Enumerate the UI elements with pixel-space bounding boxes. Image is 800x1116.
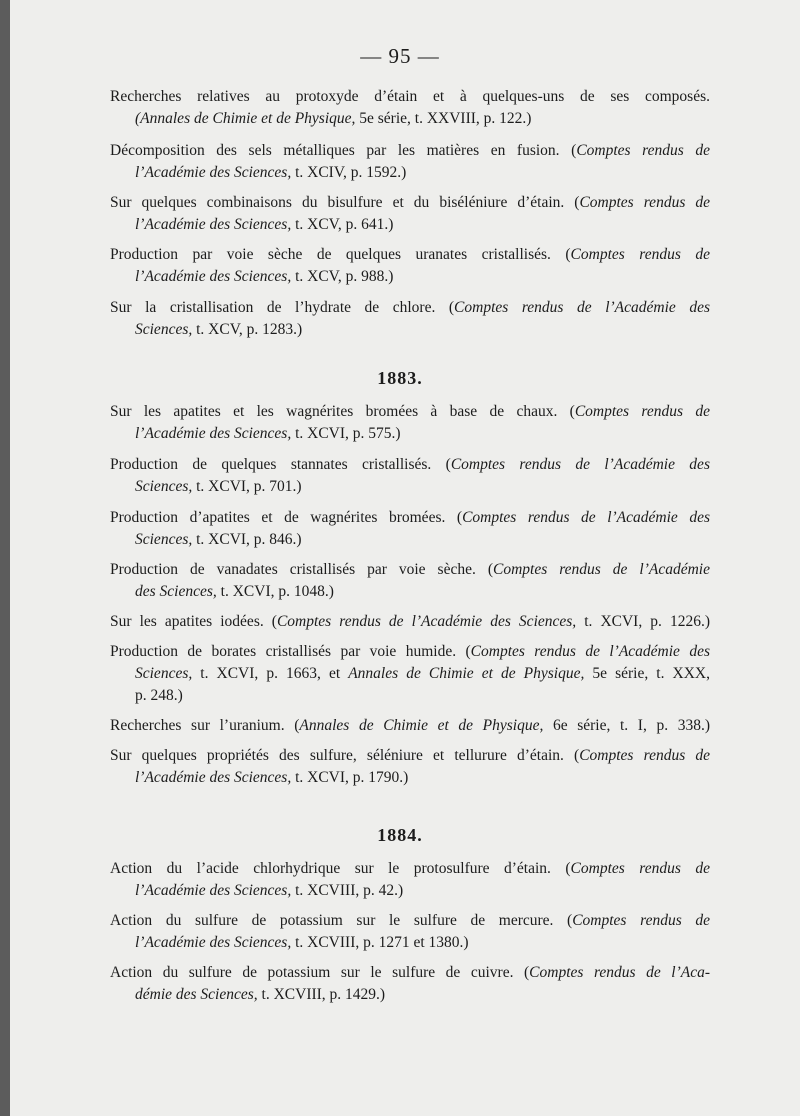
entry-title: Sur quelques combinaisons du bisulfure et du biséléniure d’étain. (: [110, 194, 580, 211]
citation: t. XCV, p. 641.): [291, 216, 394, 233]
bibliography-entry: [110, 244, 710, 288]
entry-line: [110, 140, 710, 162]
entry-title: Action du l’acide chlorhydrique sur le protosulfure d’étain. (: [110, 860, 571, 877]
journal-title: Comptes rendus de l’Académie des: [462, 509, 710, 526]
journal-title: Comptes rendus de: [574, 403, 710, 420]
citation: t. XCVI, p. 1663, et: [192, 665, 349, 682]
page-number: — 95 —: [360, 44, 440, 68]
journal-title: Comptes rendus de: [570, 860, 710, 877]
citation: t. XCVI, p. 701.): [192, 478, 302, 495]
entry-line: [110, 244, 710, 266]
entry-line: [110, 423, 710, 445]
journal-title: Comptes rendus de: [579, 747, 711, 764]
entry-line: [110, 559, 710, 581]
citation: 5e série, t. XXVIII, p. 122.): [355, 110, 532, 127]
entry-title: Sur les apatites iodées. (: [110, 613, 277, 630]
citation: t. XCVIII, p. 1271 et 1380.): [291, 934, 469, 951]
citation: t. XCVI, p. 575.): [291, 425, 401, 442]
entry-title: Production par voie sèche de quelques uranates cristallisés. (: [110, 246, 571, 263]
journal-title: Comptes rendus de: [579, 194, 710, 211]
bibliography-entry: [110, 715, 710, 737]
citation: t. XCVI, p. 846.): [192, 531, 302, 548]
citation: t. XCVI, p. 1048.): [216, 583, 334, 600]
journal-title: Comptes rendus de: [572, 912, 710, 929]
journal-title: Comptes rendus de l’Académie des: [470, 643, 710, 660]
bibliography-entry: [110, 192, 710, 236]
entry-line: [110, 858, 710, 880]
journal-title: Comptes rendus de: [570, 246, 710, 263]
entry-line: [110, 297, 710, 319]
entry-line: [110, 319, 710, 341]
bibliography-entry: [110, 611, 710, 633]
journal-title: Comptes rendus de l’Académie: [492, 561, 710, 578]
entry-line: [110, 454, 710, 476]
citation: t. XCVIII, p. 42.): [291, 882, 404, 899]
entry-line: [110, 476, 710, 498]
entry-line: [110, 108, 710, 130]
journal-title: Sciences,: [135, 321, 193, 338]
bibliography-entry: [110, 559, 710, 603]
journal-title: Sciences,: [135, 531, 193, 548]
entry-line: [110, 962, 710, 984]
journal-title: Comptes rendus de l’Aca-: [529, 964, 710, 981]
entry-line: [110, 192, 710, 214]
entry-line: [110, 932, 710, 954]
entry-title: Production de quelques stannates cristallisés. (: [110, 456, 451, 473]
citation: 5e série, t. XXX,: [584, 665, 710, 682]
journal-title: l’Académie des Sciences,: [135, 769, 292, 786]
bibliography-entry: [110, 401, 710, 445]
entry-line: Recherches relatives au protoxyde d’étain et à quelques-uns de ses composés.: [110, 88, 710, 105]
entry-line: [110, 910, 710, 932]
journal-title: Annales de Chimie et de Physique,: [299, 717, 544, 734]
entry-line: [110, 663, 710, 685]
journal-title: Comptes rendus de l’Académie des: [450, 456, 710, 473]
journal-title: l’Académie des Sciences,: [135, 934, 292, 951]
entry-title: Production de vanadates cristallisés par voie sèche. (: [110, 561, 493, 578]
journal-title: Comptes rendus de: [576, 142, 710, 159]
citation: t. XCVI, p. 1790.): [291, 769, 409, 786]
bibliography-entry: [110, 962, 710, 1006]
entry-line: [110, 641, 710, 663]
journal-title: Comptes rendus de l’Académie des: [454, 299, 710, 316]
entry-line: [110, 984, 710, 1006]
entry-line: [110, 715, 710, 737]
entry-title: Action du sulfure de potassium sur le sulfure de cuivre. (: [110, 964, 530, 981]
year-heading: 1883.: [377, 368, 423, 388]
journal-title: Sciences,: [135, 478, 193, 495]
journal-title: démie des Sciences,: [135, 986, 258, 1003]
citation: t. XCVI, p. 1226.): [576, 613, 710, 630]
entry-line: [110, 401, 710, 423]
entry-line: [110, 162, 710, 184]
entry-title: Recherches sur l’uranium. (: [110, 717, 300, 734]
bibliography-entry: [110, 140, 710, 184]
journal-title: Annales de Chimie et de Physique,: [348, 665, 585, 682]
journal-title: Sciences,: [135, 665, 193, 682]
bibliography-entry: [110, 641, 710, 707]
entry-line: [110, 745, 710, 767]
entry-line: [110, 507, 710, 529]
journal-title: l’Académie des Sciences,: [135, 425, 292, 442]
entry-title: Sur quelques propriétés des sulfure, séléniure et tellurure d’étain. (: [110, 747, 580, 764]
bibliography-entry: [110, 297, 710, 341]
bibliography-entry: [110, 910, 710, 954]
bibliography-entry: [110, 858, 710, 902]
bibliography-entry: [110, 454, 710, 498]
bibliography-entry: [110, 745, 710, 789]
bibliography-entry: [110, 507, 710, 551]
entry-line: [110, 767, 710, 789]
journal-title: l’Académie des Sciences,: [135, 268, 292, 285]
entry-line: [110, 214, 710, 236]
journal-title: l’Académie des Sciences,: [135, 164, 292, 181]
citation: t. XCV, p. 988.): [291, 268, 394, 285]
entry-title: Production de borates cristallisés par voie humide. (: [110, 643, 471, 660]
journal-title: des Sciences,: [135, 583, 217, 600]
entry-title: Production d’apatites et de wagnérites bromées. (: [110, 509, 463, 526]
entry-line: [110, 581, 710, 603]
entry-line: [110, 529, 710, 551]
journal-title: l’Académie des Sciences,: [135, 882, 292, 899]
journal-title: Comptes rendus de l’Académie des Sciences,: [276, 613, 577, 630]
entry-line: [110, 611, 710, 633]
entry-line: [110, 266, 710, 288]
entry-line: p. 248.): [135, 687, 183, 704]
citation: t. XCV, p. 1283.): [192, 321, 303, 338]
entry-title: Sur les apatites et les wagnérites bromées à base de chaux. (: [110, 403, 575, 420]
citation: t. XCIV, p. 1592.): [291, 164, 407, 181]
year-heading: 1884.: [377, 825, 423, 845]
citation: 6e série, t. I, p. 338.): [543, 717, 710, 734]
entry-line: [110, 880, 710, 902]
citation: t. XCVIII, p. 1429.): [257, 986, 386, 1003]
entry-title: Décomposition des sels métalliques par les matières en fusion. (: [110, 142, 577, 159]
bibliography-entry: [110, 86, 710, 130]
entry-title: Sur la cristallisation de l’hydrate de chlore. (: [110, 299, 455, 316]
entry-title: Action du sulfure de potassium sur le sulfure de mercure. (: [110, 912, 573, 929]
journal-title: l’Académie des Sciences,: [135, 216, 292, 233]
journal-title: (Annales de Chimie et de Physique,: [135, 110, 356, 127]
